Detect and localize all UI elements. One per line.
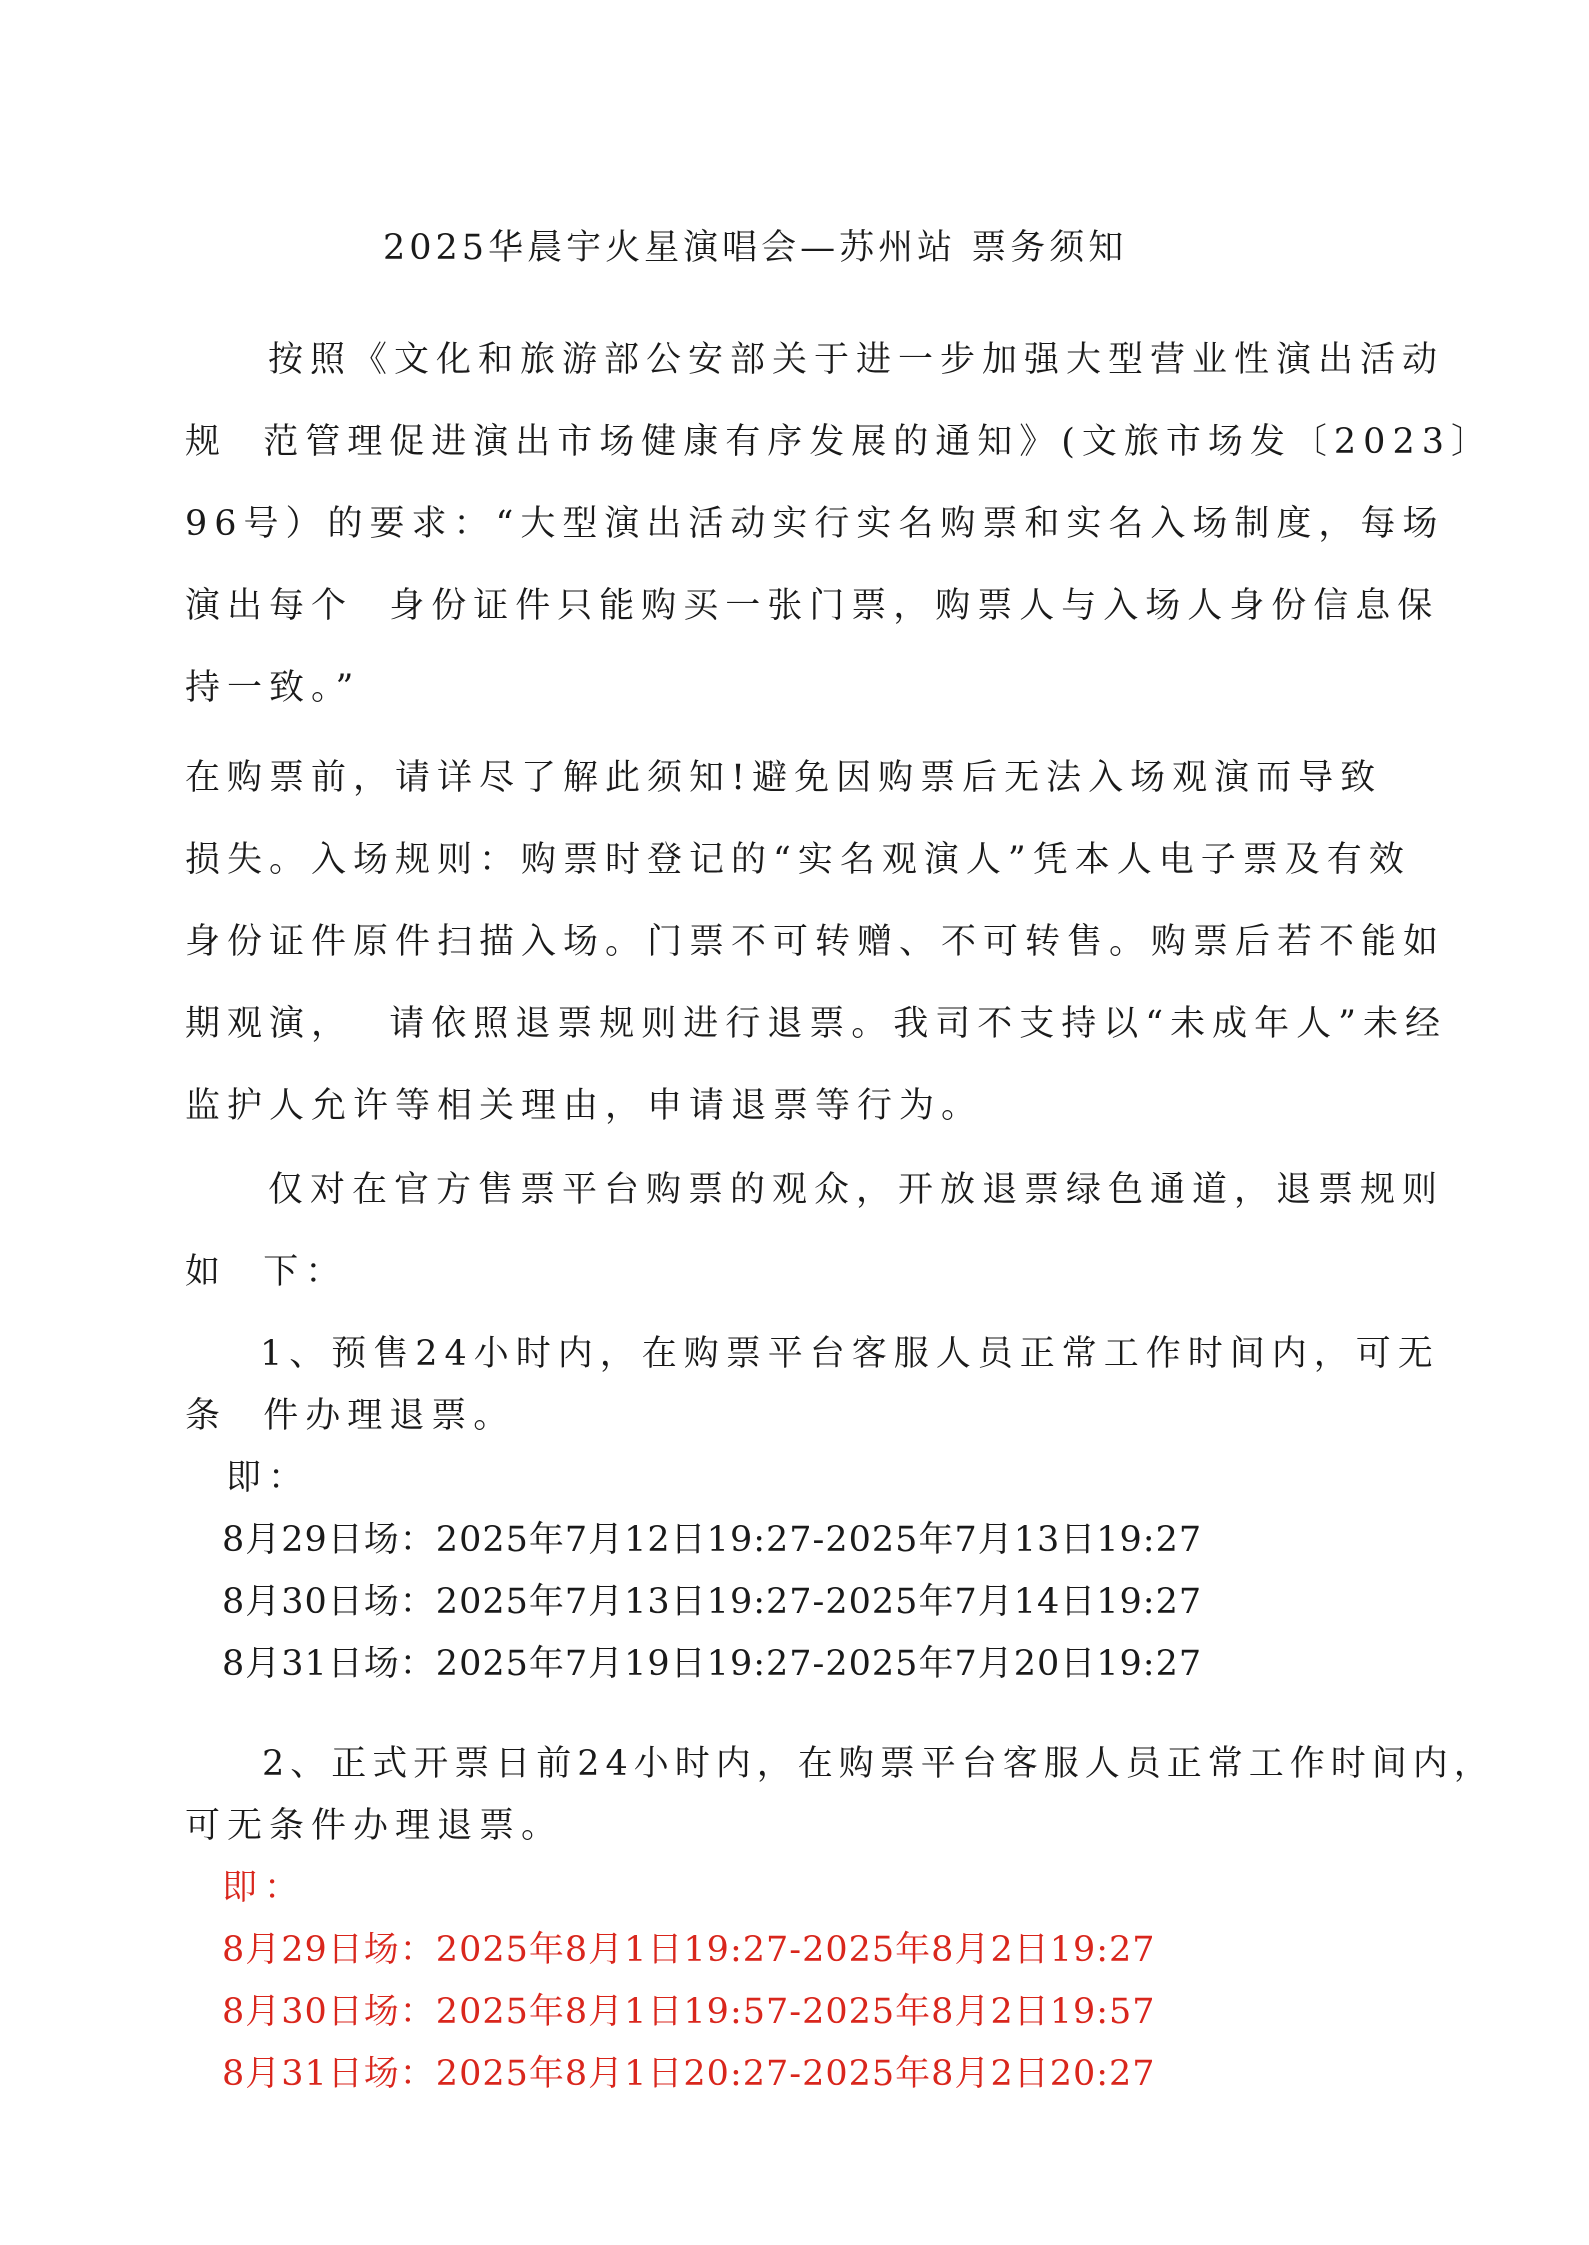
intro-line-1: 按照《文化和旅游部公安部关于进一步加强大型营业性演出活动: [268, 340, 1445, 380]
intro-line-5: 持一致。”: [185, 668, 361, 708]
rule1-date-aug29: 8月29日场：2025年7月12日19:27-2025年7月13日19:27: [222, 1520, 1203, 1560]
notice-line-3: 身份证件原件扫描入场。门票不可转赠、不可转售。购票后若不能如: [185, 922, 1446, 962]
intro-line-3: 96号）的要求：“大型演出活动实行实名购票和实名入场制度，每场: [185, 504, 1445, 544]
notice-line-4: 期观演， 请依照退票规则进行退票。我司不支持以“未成年人”未经: [185, 1004, 1448, 1044]
rule1-ie-label: 即：: [226, 1458, 311, 1498]
rule2-line-2: 可无条件办理退票。: [185, 1806, 564, 1846]
refund-intro-line-2: 如 下：: [185, 1252, 348, 1292]
rule1-date-aug31: 8月31日场：2025年7月19日19:27-2025年7月20日19:27: [222, 1644, 1203, 1684]
rule2-date-aug29: 8月29日场：2025年8月1日19:27-2025年8月2日19:27: [222, 1930, 1156, 1970]
rule1-line-2: 条 件办理退票。: [185, 1396, 516, 1436]
refund-intro-line-1: 仅对在官方售票平台购票的观众，开放退票绿色通道，退票规则: [268, 1170, 1445, 1210]
document-title: 2025华晨宇火星演唱会—苏州站 票务须知: [383, 228, 1128, 268]
rule2-date-aug30: 8月30日场：2025年8月1日19:57-2025年8月2日19:57: [222, 1992, 1156, 2032]
rule2-date-aug31: 8月31日场：2025年8月1日20:27-2025年8月2日20:27: [222, 2054, 1156, 2094]
rule1-line-1: 1、预售24小时内，在购票平台客服人员正常工作时间内，可无: [260, 1334, 1440, 1374]
notice-line-2: 损失。入场规则：购票时登记的“实名观演人”凭本人电子票及有效: [185, 840, 1411, 880]
rule2-line-1: 2、正式开票日前24小时内，在购票平台客服人员正常工作时间内，: [262, 1744, 1495, 1784]
rule1-date-aug30: 8月30日场：2025年7月13日19:27-2025年7月14日19:27: [222, 1582, 1203, 1622]
intro-line-4: 演出每个 身份证件只能购买一张门票，购票人与入场人身份信息保: [185, 586, 1440, 626]
notice-line-1: 在购票前，请详尽了解此须知!避免因购票后无法入场观演而导致: [185, 758, 1383, 798]
rule2-ie-label: 即：: [222, 1868, 307, 1908]
intro-line-2: 规 范管理促进演出市场健康有序发展的通知》(文旅市场发〔2023〕: [185, 422, 1493, 462]
notice-line-5: 监护人允许等相关理由，申请退票等行为。: [185, 1086, 984, 1126]
